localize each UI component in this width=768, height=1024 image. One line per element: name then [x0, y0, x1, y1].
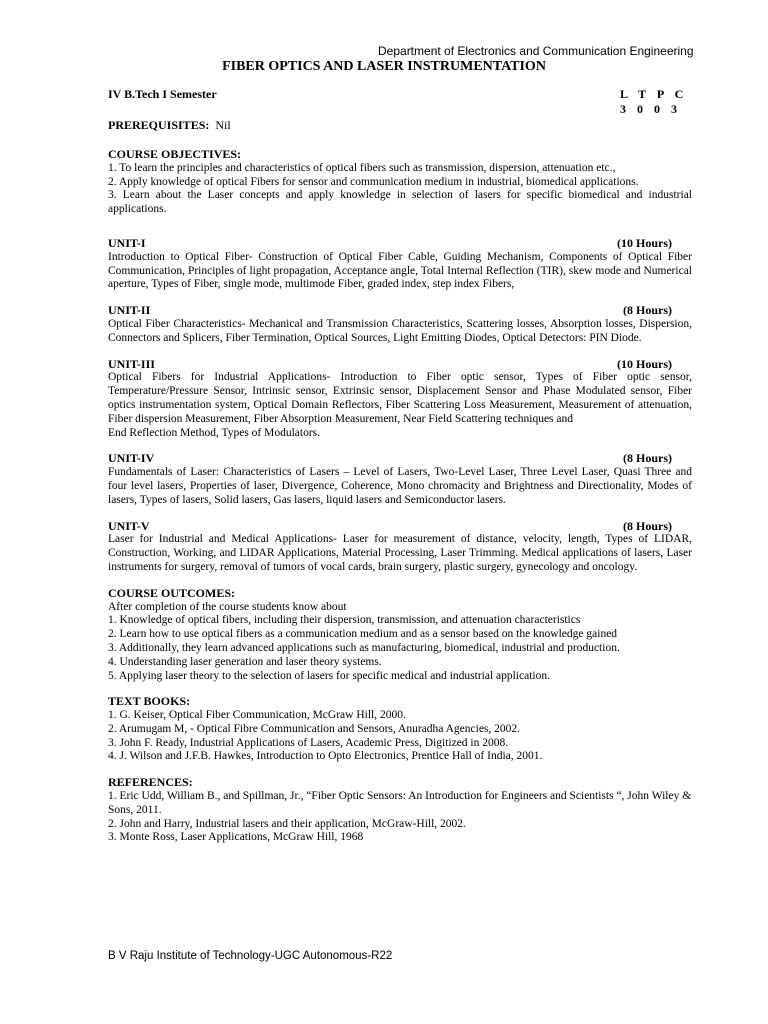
textbook-item: 1. G. Keiser, Optical Fiber Communication, McGraw Hill, 2000. [108, 709, 406, 722]
ltpc-values: 3 0 0 3 [620, 102, 679, 116]
outcome-item: 5. Applying laser theory to the selection of lasers for specific medical and industrial application. [108, 669, 550, 682]
unit-hours: (10 Hours) [617, 356, 672, 371]
reference-item: 1. Eric Udd, William B., and Spillman, Jr., “Fiber Optic Sensors: An Introduction for Engineers and Scientists “, John Wiley & Sons, 2011. [108, 790, 692, 816]
semester-label: IV B.Tech I Semester [108, 87, 217, 101]
outcome-item: 2. Learn how to use optical fibers as a communication medium and as a sensor based on the knowledge gained [108, 628, 618, 641]
unit-section-1 [108, 237, 692, 292]
unit-body: Fundamentals of Laser: Characteristics of Lasers – Level of Lasers, Two-Level Laser, Three Level Laser, Quasi Three and four level lasers, Properties of laser, Divergence, Coherence, Mono chromacity and Brightness and Directionality, Modes of lasers, Types of lasers, Solid lasers, Gas lasers, liquid lasers and Semiconductor lasers. [108, 466, 692, 506]
unit-hours: (8 Hours) [623, 303, 672, 318]
unit-body: Optical Fiber Characteristics- Mechanical and Transmission Characteristics, Scattering losses, Absorption losses, Dispersion, Connectors and Splicers, Fiber Termination, Optical Sources, Light Emitting Diodes, Optical Detectors: PIN Diode. [108, 317, 692, 344]
outcomes-section [108, 587, 692, 684]
outcomes-heading: COURSE OUTCOMES: [108, 585, 236, 600]
objectives-heading: COURSE OBJECTIVES: [108, 147, 242, 161]
references-section [108, 776, 692, 845]
unit-header [108, 520, 692, 534]
objectives-section [108, 148, 692, 217]
course-title: FIBER OPTICS AND LASER INSTRUMENTATION [222, 59, 546, 74]
unit-header [108, 358, 692, 372]
textbook-item: 4. J. Wilson and J.F.B. Hawkes, Introduction to Opto Electronics, Prentice Hall of India, 2001. [108, 750, 543, 763]
unit-header [108, 237, 692, 251]
unit-section-3 [108, 358, 692, 441]
unit-title: UNIT-IV [108, 451, 155, 466]
textbooks-section [108, 695, 692, 764]
objective-item: 2. Apply knowledge of optical Fibers for sensor and communication medium in industrial, biomedical applications. [108, 175, 639, 188]
unit-title: UNIT-II [108, 303, 151, 318]
unit-section-5 [108, 520, 692, 575]
unit-section-4 [108, 452, 692, 507]
unit-section-2 [108, 304, 692, 345]
prerequisites [108, 118, 231, 133]
unit-hours: (8 Hours) [623, 518, 672, 533]
unit-header [108, 304, 692, 318]
unit-title: UNIT-I [108, 235, 146, 250]
prerequisites-value: Nil [215, 118, 231, 132]
outcome-item: 1. Knowledge of optical fibers, including their dispersion, transmission, and attenuation characteristics [108, 614, 581, 627]
unit-body: Laser for Industrial and Medical Applications- Laser for measurement of distance, velocity, length, Types of LIDAR, Construction, Working, and LIDAR Applications, Material Processing, Laser Trimming. Medical applications of lasers, Laser instruments for surgery, removal of tumors of vocal cards, brain surgery, plastic surgery, gynecology and oncology. [108, 533, 692, 573]
department-name: Department of Electronics and Communication Engineering [378, 44, 694, 58]
unit-title: UNIT-III [108, 356, 155, 371]
outcomes-intro: After completion of the course students know about [108, 600, 347, 613]
unit-hours: (10 Hours) [617, 235, 672, 250]
objective-item: 1. To learn the principles and characteristics of optical fibers such as transmission, dispersion, attenuation etc., [108, 161, 616, 174]
unit-body: Optical Fibers for Industrial Applications- Introduction to Fiber optic sensor, Types of Fiber optic sensor, Temperature/Pressure Sensor, Intrinsic sensor, Extrinsic sensor, Displacement Sensor and Phase Modulated sensor, Fiber optics instrumentation system, Optical Domain Reflectors, Fiber Scattering Loss Measurement, Measurement of attenuation, Fiber dispersion Measurement, Fiber Absorption Measurement, Near Field Scattering techniques and [108, 371, 692, 425]
textbooks-heading: TEXT BOOKS: [108, 694, 191, 709]
unit-header [108, 452, 692, 466]
reference-item: 2. John and Harry, Industrial lasers and their application, McGraw-Hill, 2002. [108, 817, 466, 830]
reference-item: 3. Monte Ross, Laser Applications, McGraw Hill, 1968 [108, 831, 364, 844]
unit-hours: (8 Hours) [623, 451, 672, 466]
unit-body-continued: End Reflection Method, Types of Modulators. [108, 426, 321, 439]
prerequisites-label: PREREQUISITES: [108, 118, 210, 132]
unit-body: Introduction to Optical Fiber- Construction of Optical Fiber Cable, Guiding Mechanism, Components of Optical Fiber Communication, Principles of light propagation, Acceptance angle, Total Internal Reflection (TIR), skew mode and Numerical aperture, Types of Fiber, single mode, multimode Fiber, graded index, step index Fibers, [108, 250, 692, 291]
textbook-item: 3. John F. Ready, Industrial Applications of Lasers, Academic Press, Digitized in 2008. [108, 736, 509, 749]
syllabus-content [108, 148, 692, 845]
unit-title: UNIT-V [108, 518, 150, 533]
ltpc-labels: L T P C [620, 87, 686, 101]
outcome-item: 3. Additionally, they learn advanced applications such as manufacturing, biomedical, industrial and production. [108, 641, 620, 654]
objective-item: 3. Learn about the Laser concepts and apply knowledge in selection of lasers for specific biomedical and industrial applications. [108, 189, 692, 216]
references-heading: REFERENCES: [108, 775, 193, 790]
page-footer: B V Raju Institute of Technology-UGC Autonomous-R22 [108, 950, 393, 962]
outcome-item: 4. Understanding laser generation and laser theory systems. [108, 655, 382, 668]
ltpc-block [620, 87, 685, 117]
textbook-item: 2. Arumugam M, - Optical Fibre Communication and Sensors, Anuradha Agencies, 2002. [108, 722, 521, 735]
